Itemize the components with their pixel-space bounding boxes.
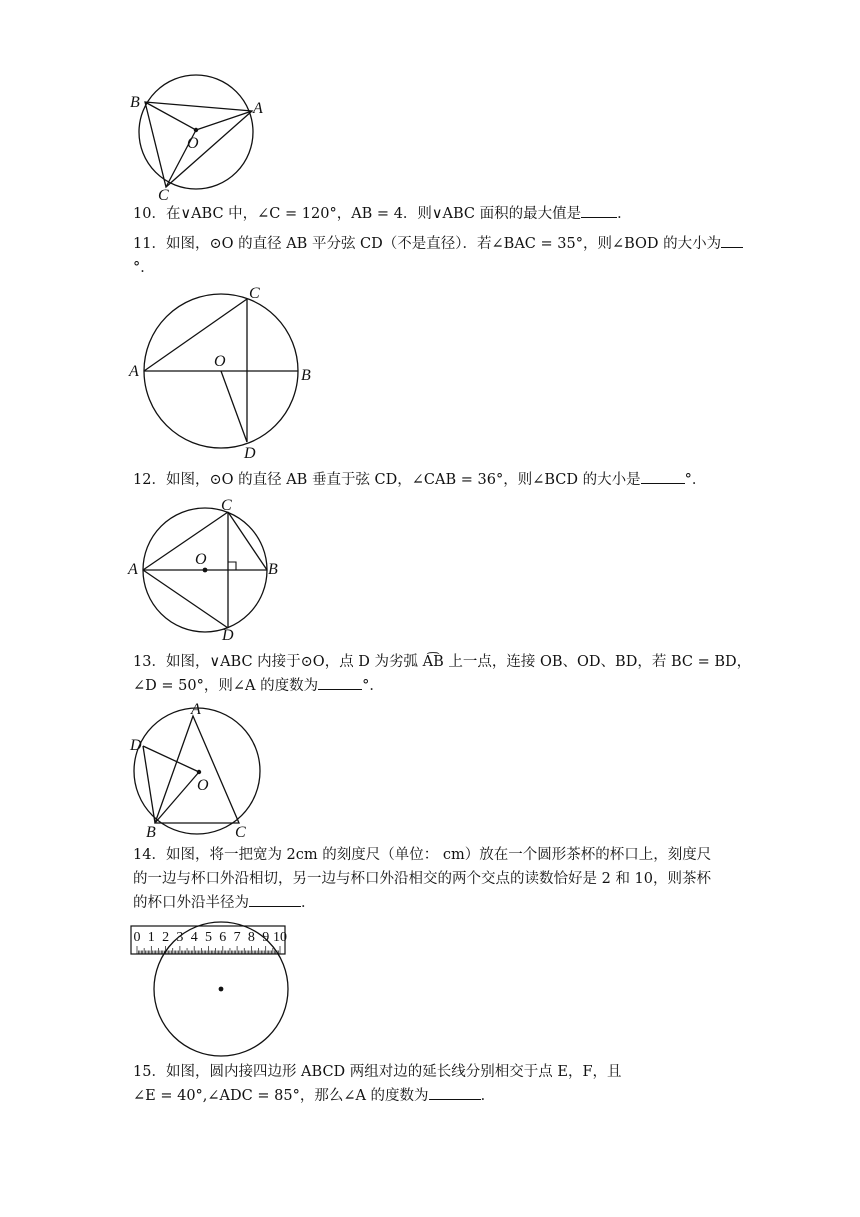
label-c: C [249,285,260,302]
label-c: C [221,497,232,514]
q11-end: °． [133,260,155,276]
label-b: B [268,561,278,578]
ruler-tick-label: 2 [162,930,170,945]
figure-q14 [125,920,295,1060]
label-b: B [146,824,156,840]
q14-end: ． [301,895,316,911]
label-o: O [195,551,207,568]
label-c: C [158,187,169,204]
chord-bc [228,512,267,570]
q11-text: 11．如图，⊙O 的直径 AB 平分弦 CD（不是直径）．若∠BAC = 35°，则∠BOD 的大小为 [133,236,722,252]
question-11 [133,232,733,280]
question-10 [133,202,733,226]
ruler-tick-label: 10 [273,930,287,945]
ruler-tick-label: 3 [176,930,184,945]
answer-blank[interactable] [318,674,362,690]
q14-line2: 的一边与杯口外沿相切，另一边与杯口外沿相交的两个交点的读数恰好是 2 和 10，则茶杯 [133,871,711,887]
answer-blank[interactable] [429,1084,481,1100]
label-o: O [197,777,209,794]
question-14 [133,843,733,915]
q12-text: 12．如图，⊙O 的直径 AB 垂直于弦 CD，∠CAB = 36°，则∠BCD 的大小是 [133,472,641,488]
q15-end: ． [480,1088,496,1104]
chord-ac [143,512,228,570]
q13-line1: 13．如图，∨ABC 内接于⊙O，点 D 为劣弧 A͡B 上一点，连接 OB、OD、BD，若 BC = BD， [133,654,752,670]
label-a: A [128,561,138,578]
label-b: B [130,94,140,111]
q15-line2: ∠E = 40°,∠ADC = 85°，那么∠A 的度数为 [133,1088,429,1104]
ruler-tick-label: 0 [133,930,141,945]
label-c: C [235,824,246,840]
center-point [219,987,224,992]
figure-q13 [125,702,275,840]
ruler-tick-label: 1 [147,930,155,945]
question-15 [133,1060,733,1108]
chord-ac [144,299,247,371]
label-d: D [130,737,142,754]
figure-q11 [125,282,325,462]
ruler-tick-label: 8 [247,930,255,945]
q12-end: °． [684,472,707,488]
q14-line3: 的杯口外沿半径为 [133,895,249,911]
label-a: A [191,702,201,718]
label-a: A [129,363,139,380]
label-d: D [222,627,234,644]
right-angle-mark [228,562,236,570]
label-b: B [301,367,311,384]
center-point [194,128,198,132]
q13-line2: ∠D = 50°，则∠A 的度数为 [133,678,319,694]
label-a: A [253,100,263,117]
ruler-tick-label: 6 [219,930,227,945]
label-o: O [187,135,199,152]
q10-end: ． [617,206,632,222]
ruler-tick-label: 5 [205,930,212,945]
answer-blank[interactable] [249,891,301,907]
question-12 [133,468,733,492]
q10-text: 10．在∨ABC 中，∠C = 120°，AB = 4．则∨ABC 面积的最大值是 [133,206,582,222]
ruler-tick-label: 9 [262,930,270,945]
answer-blank[interactable] [641,468,685,484]
q15-line1: 15．如图，圆内接四边形 ABCD 两组对边的延长线分别相交于点 E，F，且 [133,1064,622,1080]
ruler-tick-label: 7 [233,930,241,945]
chord-ad [143,570,228,628]
label-o: O [214,353,226,370]
center-point [197,770,201,774]
segment-od [221,371,247,442]
figure-q12 [125,494,295,644]
figure-q9 [125,66,275,204]
answer-blank[interactable] [581,202,617,218]
segment-oa [196,111,252,130]
q13-end: °． [362,678,384,694]
q14-line1: 14．如图，将一把宽为 2cm 的刻度尺（单位： cm）放在一个圆形茶杯的杯口上，刻度尺 [133,847,712,863]
segment-ob [155,772,199,823]
segment-do [143,746,199,772]
center-point [203,568,208,573]
label-d: D [244,445,256,462]
ruler-tick-label: 4 [190,930,198,945]
triangle-abc [155,716,239,823]
question-13 [133,650,752,698]
answer-blank[interactable] [721,232,743,248]
